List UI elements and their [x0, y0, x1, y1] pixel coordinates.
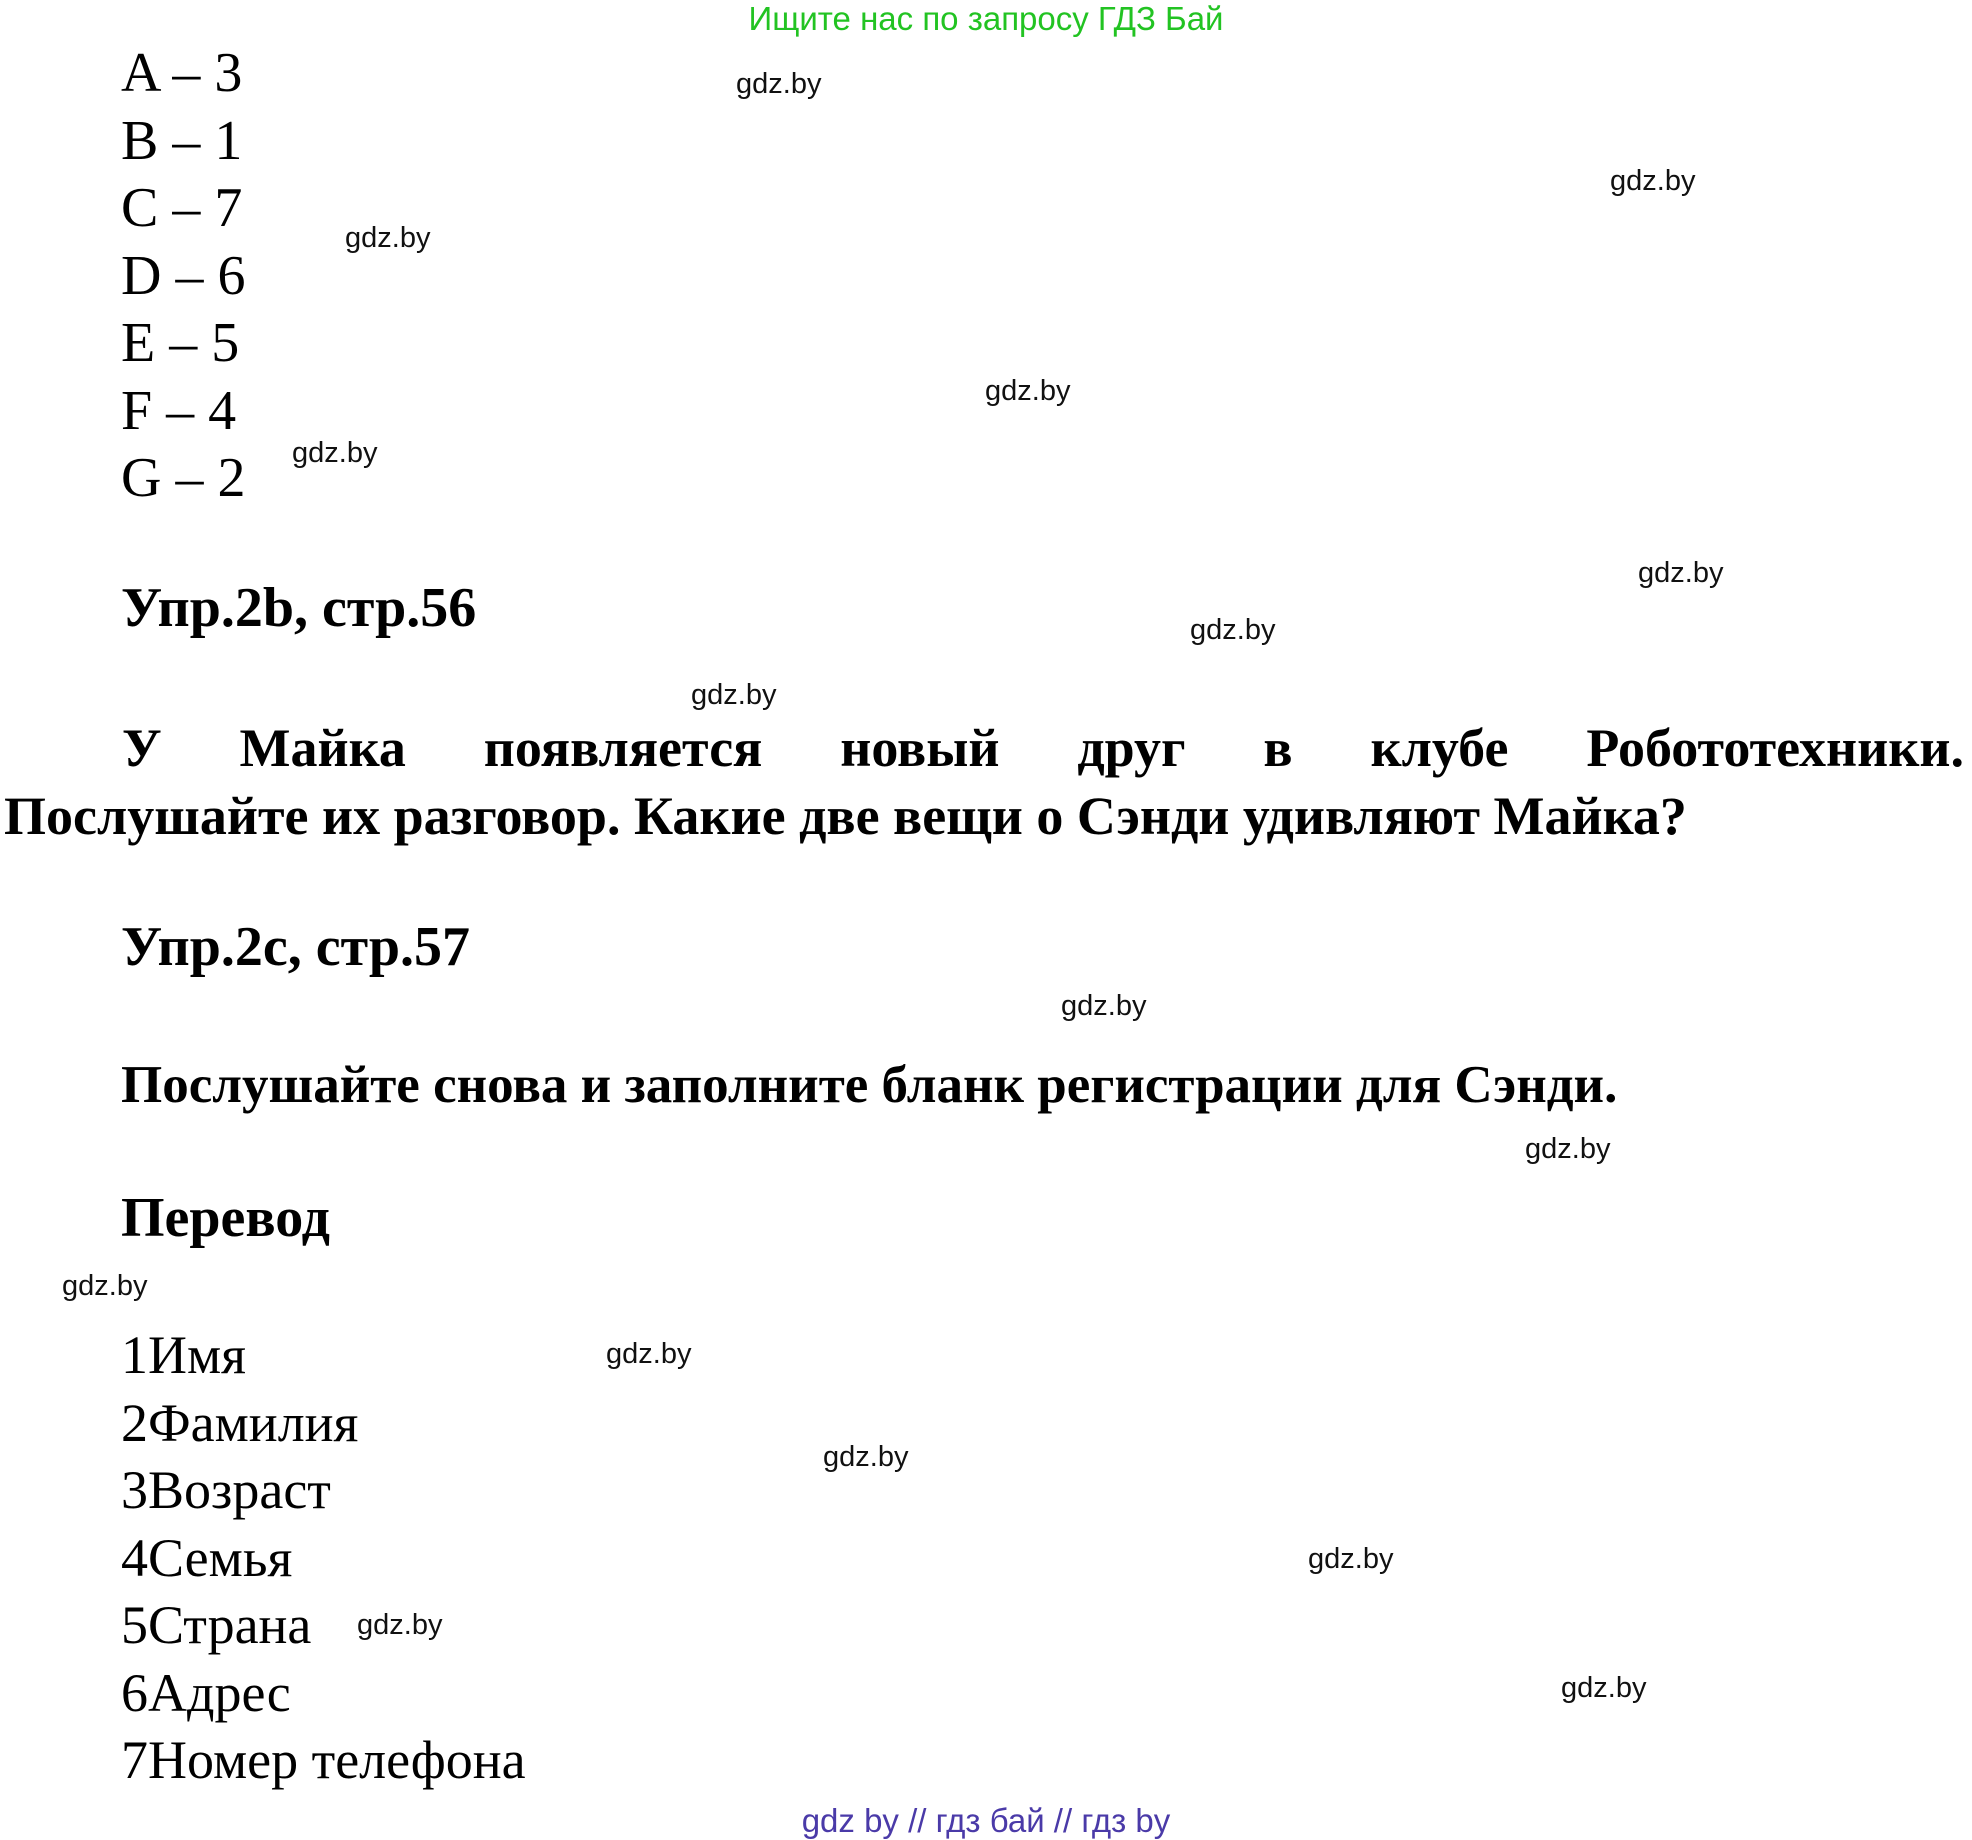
- form-field-item: 7Номер телефона: [121, 1730, 526, 1790]
- match-item: A – 3: [121, 42, 243, 104]
- answer-match-list: [121, 40, 245, 513]
- exercise-2b-heading: Упр.2b, стр.56: [121, 577, 477, 639]
- exercise-2c-instruction: Послушайте снова и заполните бланк регистрации для Сэнди.: [121, 1056, 1618, 1114]
- watermark: gdz.by: [1525, 1133, 1611, 1165]
- exercise-2b-text: [4, 714, 1964, 850]
- watermark: gdz.by: [606, 1338, 692, 1370]
- watermark: gdz.by: [1190, 614, 1276, 646]
- registration-form-list: [121, 1322, 526, 1795]
- watermark: gdz.by: [736, 68, 822, 100]
- exercise-2b-text-line1: У Майка появляется новый друг в клубе Робототехники.: [122, 718, 1964, 778]
- match-item: D – 6: [121, 244, 246, 307]
- match-item: F – 4: [121, 379, 237, 442]
- watermark: gdz.by: [691, 679, 777, 711]
- form-field-item: 4Семья: [121, 1527, 293, 1588]
- translation-heading: Перевод: [121, 1187, 330, 1249]
- match-item: E – 5: [121, 312, 240, 374]
- form-field-item: 1Имя: [121, 1325, 247, 1385]
- watermark: gdz.by: [1561, 1672, 1647, 1704]
- form-field-item: 5Страна: [121, 1595, 312, 1655]
- form-field-item: 2Фамилия: [121, 1392, 359, 1453]
- footer-watermark: gdz by // гдз бай // гдз by: [801, 1802, 1171, 1839]
- watermark: gdz.by: [357, 1609, 443, 1641]
- exercise-2b-text-line2: Послушайте их разговор. Какие две вещи о Сэнди удивляют Майка?: [4, 786, 1687, 846]
- form-field-item: 6Адрес: [121, 1662, 291, 1723]
- watermark: gdz.by: [62, 1270, 148, 1302]
- match-item: G – 2: [121, 447, 246, 509]
- match-item: C – 7: [121, 177, 243, 239]
- match-item: B – 1: [121, 109, 243, 172]
- form-field-item: 3Возраст: [121, 1460, 331, 1520]
- watermark: gdz.by: [1308, 1543, 1394, 1575]
- watermark: gdz.by: [823, 1441, 909, 1473]
- watermark: gdz.by: [985, 375, 1071, 407]
- watermark: gdz.by: [292, 437, 378, 469]
- watermark: gdz.by: [345, 222, 431, 254]
- exercise-2c-heading: Упр.2c, стр.57: [121, 916, 470, 978]
- watermark: gdz.by: [1061, 990, 1147, 1022]
- watermark: gdz.by: [1638, 557, 1724, 589]
- watermark: gdz.by: [1610, 165, 1696, 197]
- top-banner: Ищите нас по запросу ГДЗ Бай: [748, 0, 1224, 37]
